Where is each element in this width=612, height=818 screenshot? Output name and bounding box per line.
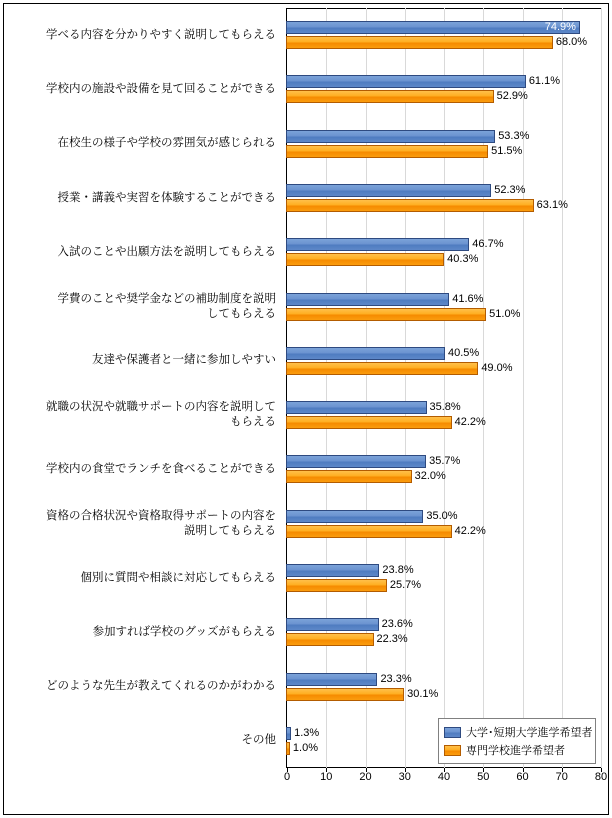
bar-value-label: 32.0%	[414, 470, 446, 483]
bar-group	[286, 551, 602, 605]
legend-item	[444, 723, 593, 741]
bar	[286, 633, 374, 646]
legend-swatch-icon	[444, 727, 461, 738]
bar	[286, 470, 412, 483]
bar-value-label: 40.5%	[447, 346, 480, 359]
bar	[286, 579, 387, 592]
bar	[286, 455, 426, 468]
legend-swatch-icon	[444, 745, 461, 756]
plot-area	[286, 8, 602, 768]
bar	[286, 510, 423, 523]
bar	[286, 673, 377, 686]
category-label: 授業・講義や実習を体験することができる	[57, 191, 276, 204]
bar-value-label: 30.1%	[407, 687, 439, 700]
x-tick-label: 70	[555, 771, 568, 783]
bar-value-label: 40.3%	[447, 253, 479, 266]
category-label: 学校内の食堂でランチを食べることができる	[46, 462, 276, 475]
bar-value-label: 46.7%	[472, 238, 504, 251]
bar-group	[286, 117, 602, 171]
bar-value-label: 23.3%	[380, 672, 412, 685]
category-label: 友達や保護者と一緒に参加しやすい	[92, 354, 276, 367]
category-label: 学べる内容を分かりやすく説明してもらえる	[46, 28, 276, 41]
bar-value-label: 35.8%	[429, 401, 461, 414]
bar-group	[286, 442, 602, 496]
category-label: 就職の状況や就職サポートの内容を説明して もらえる	[46, 401, 276, 429]
bar	[286, 347, 445, 360]
bar	[286, 308, 486, 321]
bar	[286, 688, 404, 701]
bar-group	[286, 334, 602, 388]
bar-value-label: 41.6%	[452, 292, 484, 305]
bar-group	[286, 388, 602, 442]
bar	[286, 564, 379, 577]
bar-value-label: 52.9%	[496, 90, 528, 103]
bar-value-label: 61.1%	[528, 75, 561, 88]
bar-value-label: 42.2%	[454, 524, 486, 537]
bar-value-label: 42.2%	[454, 416, 486, 429]
bar-value-label: 22.3%	[376, 633, 408, 646]
x-tick-label: 40	[437, 771, 451, 783]
bar-value-label: 49.0%	[481, 361, 513, 374]
x-tick-label: 80	[594, 771, 608, 783]
bar	[286, 362, 478, 375]
bar-value-label: 1.0%	[292, 741, 318, 754]
x-tick-label: 20	[359, 771, 372, 783]
bar-value-label: 1.3%	[294, 726, 320, 739]
bar-group	[286, 497, 602, 551]
category-label: 学費のことや奨学金などの補助制度を説明 してもらえる	[57, 292, 276, 320]
x-tick-label: 50	[477, 771, 490, 783]
bar-value-label: 23.6%	[381, 618, 413, 631]
bar-group	[286, 225, 602, 279]
bar-group	[286, 659, 602, 713]
bar	[286, 130, 495, 143]
x-tick-label: 60	[516, 771, 529, 783]
bar-value-label: 51.5%	[491, 144, 523, 157]
bar	[286, 618, 379, 631]
category-axis-labels	[8, 8, 282, 768]
bar-group	[286, 8, 602, 62]
category-label: その他	[241, 734, 276, 747]
category-label: どのような先生が教えてくれるのかがわかる	[46, 680, 276, 693]
bar	[286, 90, 494, 103]
bar-value-label: 63.1%	[536, 198, 568, 211]
legend-label: 大学･短期大学進学希望者	[466, 727, 593, 739]
category-label: 学校内の施設や設備を見て回ることができる	[46, 82, 276, 95]
x-tick-label: 0	[283, 771, 291, 783]
bar	[286, 742, 290, 755]
bar-group	[286, 171, 602, 225]
bar	[286, 199, 534, 212]
bar	[286, 36, 553, 49]
legend	[438, 718, 596, 764]
bar	[286, 401, 427, 414]
bar	[286, 293, 449, 306]
legend-item	[444, 741, 590, 759]
x-tick-label: 10	[320, 771, 333, 783]
bar	[286, 184, 491, 197]
category-label: 資格の合格状況や資格取得サポートの内容を 説明してもらえる	[46, 509, 276, 537]
bar	[286, 727, 291, 740]
legend-label: 専門学校進学希望者	[466, 745, 565, 757]
category-label: 個別に質問や相談に対応してもらえる	[80, 571, 276, 584]
bar	[286, 238, 469, 251]
bar-rows	[286, 8, 602, 768]
bar-group	[286, 279, 602, 333]
bar-value-label: 35.7%	[429, 455, 461, 468]
bar	[286, 416, 452, 429]
bar	[286, 75, 526, 88]
category-label: 入試のことや出願方法を説明してもらえる	[57, 245, 276, 258]
bar	[286, 525, 452, 538]
bar-value-label: 53.3%	[498, 129, 530, 142]
category-label: 在校生の様子や学校の雰囲気が感じられる	[57, 137, 276, 150]
bar-group	[286, 62, 602, 116]
bar-value-label: 51.0%	[489, 307, 521, 320]
bar-value-label: 68.0%	[555, 36, 588, 49]
bar	[286, 253, 444, 266]
x-tick-label: 30	[398, 771, 411, 783]
bar-value-label: 35.0%	[426, 509, 458, 522]
bar	[286, 145, 488, 158]
bar-value-label: 52.3%	[494, 183, 526, 196]
bar-value-label: 74.9%	[544, 21, 576, 34]
x-axis	[283, 768, 608, 792]
bar-value-label: 25.7%	[389, 578, 422, 591]
bar-group	[286, 605, 602, 659]
category-label: 参加すれば学校のグッズがもらえる	[92, 625, 276, 638]
bar-value-label: 23.8%	[382, 563, 414, 576]
